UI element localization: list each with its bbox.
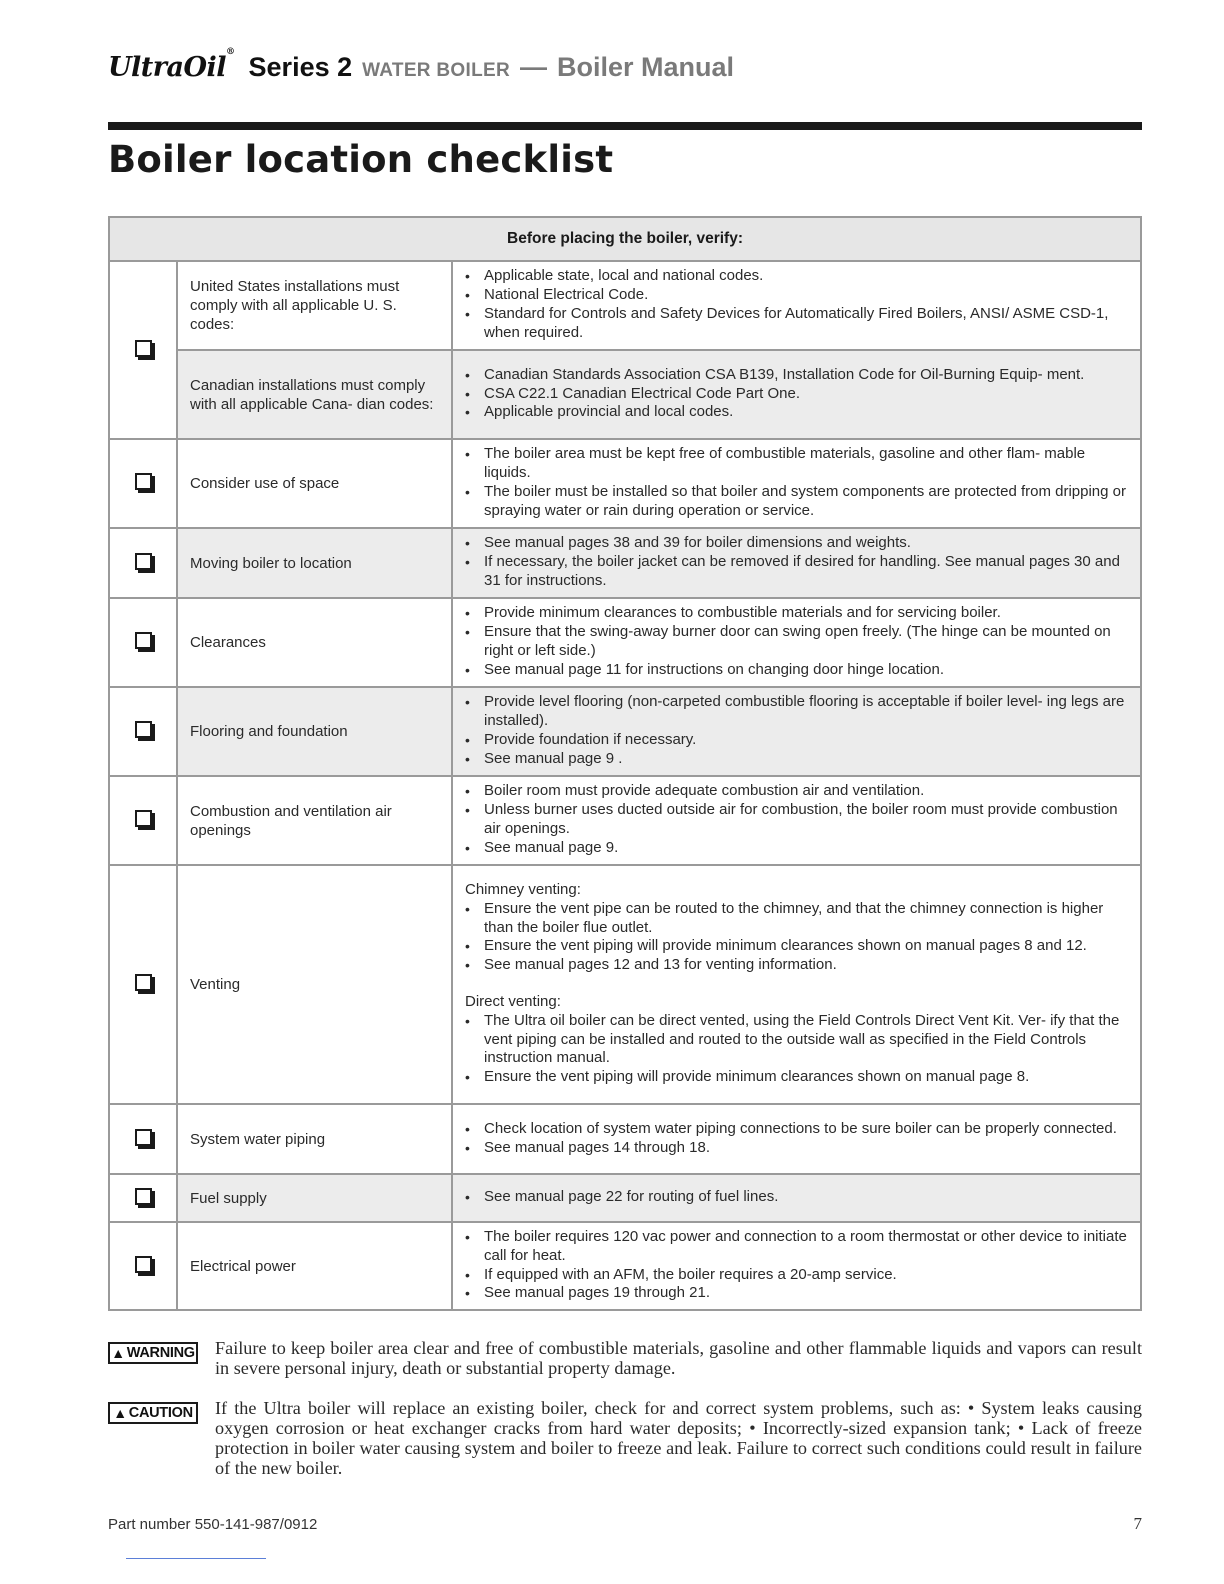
checkbox-venting[interactable] (135, 974, 152, 991)
checkbox-clearances[interactable] (135, 632, 152, 649)
row-details (452, 776, 1141, 865)
list-item: • The boiler must be installed so that boiler and system components are protected from dripping or spraying water or rain during operation or service. (484, 483, 1128, 521)
row-details (452, 1222, 1141, 1310)
warning-text: Failure to keep boiler area clear and free of combustible materials, gasoline and other flammable liquids and vapors can result in severe personal injury, death or substantial property damage. (215, 1338, 1142, 1378)
list-item: • Canadian Standards Association CSA B139, Installation Code for Oil-Burning Equip- ment. (484, 366, 1128, 385)
chimney-venting-heading: Chimney venting: (465, 881, 581, 899)
row-label: United States installations must comply with all applicable U. S. codes: (177, 261, 452, 350)
series-label: Series 2 (248, 52, 353, 82)
caution-text: If the Ultra boiler will replace an existing boiler, check for and correct system problems, such as: • System leaks causing oxygen corrosion or heat exchanger cracks from hard water deposits; • Incorrectly-sized expansion tank; • Lack of freeze protection in boiler water causing system and boiler to freeze and leak. Failure to correct such conditions could result in failure of the new boiler. (215, 1398, 1142, 1478)
row-label: Fuel supply (177, 1174, 452, 1222)
list-item: • Applicable provincial and local codes. (484, 403, 1128, 422)
checkbox-cell (109, 1222, 177, 1310)
checklist-table (108, 216, 1142, 1311)
checkbox-cell (109, 1104, 177, 1174)
list-item: • CSA C22.1 Canadian Electrical Code Part One. (484, 385, 1128, 404)
warning-notice (108, 1338, 1142, 1378)
checkbox-combustion-air[interactable] (135, 810, 152, 827)
list-item: • See manual page 22 for routing of fuel lines. (484, 1188, 1128, 1207)
list-item: • See manual page 9 . (484, 750, 1128, 769)
checkbox-moving-boiler[interactable] (135, 553, 152, 570)
row-details (452, 865, 1141, 1104)
header-dash: — (519, 52, 547, 82)
row-label: Consider use of space (177, 439, 452, 528)
row-details (452, 598, 1141, 687)
list-item: • Ensure the vent pipe can be routed to the chimney, and that the chimney connection is higher than the boiler flue outlet. (484, 900, 1128, 938)
list-item: • Ensure the vent piping will provide minimum clearances shown on manual page 8. (484, 1068, 1128, 1087)
checkbox-use-of-space[interactable] (135, 473, 152, 490)
checkbox-fuel-supply[interactable] (135, 1188, 152, 1205)
product-subtitle: WATER BOILER (362, 60, 510, 81)
ultraoil-logo: UltraOil® (108, 47, 235, 83)
checkbox-cell (109, 261, 177, 439)
checkbox-cell (109, 776, 177, 865)
list-item: • Ensure the vent piping will provide minimum clearances shown on manual pages 8 and 12. (484, 937, 1128, 956)
row-label: Clearances (177, 598, 452, 687)
page-title: Boiler location checklist (108, 138, 614, 181)
checkbox-cell (109, 865, 177, 1104)
row-label: Venting (177, 865, 452, 1104)
checkbox-cell (109, 439, 177, 528)
list-item: • See manual pages 12 and 13 for venting information. (484, 956, 1128, 975)
list-item: • The boiler area must be kept free of combustible materials, gasoline and other flam- mable liquids. (484, 445, 1128, 483)
warning-badge: ▲ WARNING (108, 1342, 198, 1364)
list-item: • See manual pages 38 and 39 for boiler dimensions and weights. (484, 534, 1128, 553)
row-label: Electrical power (177, 1222, 452, 1310)
row-details (452, 687, 1141, 776)
header-rule (108, 122, 1142, 130)
table-heading: Before placing the boiler, verify: (109, 217, 1141, 261)
list-item: • Unless burner uses ducted outside air for combustion, the boiler room must provide combustion air openings. (484, 801, 1128, 839)
row-label: Combustion and ventilation air openings (177, 776, 452, 865)
part-number: Part number 550-141-987/0912 (108, 1516, 318, 1533)
row-details (452, 1174, 1141, 1222)
checkbox-electrical-power[interactable] (135, 1256, 152, 1273)
list-item: • Standard for Controls and Safety Devices for Automatically Fired Boilers, ANSI/ ASME CSD-1, when required. (484, 305, 1128, 343)
list-item: • The boiler requires 120 vac power and connection to a room thermostat or other device to initiate call for heat. (484, 1228, 1128, 1266)
list-item: • If necessary, the boiler jacket can be removed if desired for handling. See manual pages 30 and 31 for instructions. (484, 553, 1128, 591)
manual-title: Boiler Manual (556, 52, 735, 82)
checkbox-cell (109, 598, 177, 687)
checkbox-codes[interactable] (135, 340, 152, 357)
warning-triangle-icon: ▲ (111, 1345, 125, 1361)
list-item: • See manual page 9. (484, 839, 1128, 858)
list-item: • See manual pages 14 through 18. (484, 1139, 1128, 1158)
direct-venting-heading: Direct venting: (465, 993, 561, 1010)
list-item: • Provide level flooring (non-carpeted combustible flooring is acceptable if boiler level- ing legs are installed). (484, 693, 1128, 731)
list-item: • If equipped with an AFM, the boiler requires a 20-amp service. (484, 1266, 1128, 1285)
row-details (452, 439, 1141, 528)
row-details (452, 350, 1141, 439)
row-details (452, 261, 1141, 350)
list-item: • Boiler room must provide adequate combustion air and ventilation. (484, 782, 1128, 801)
list-item: • See manual pages 19 through 21. (484, 1284, 1128, 1303)
list-item: • The Ultra oil boiler can be direct vented, using the Field Controls Direct Vent Kit. Ver- ify that the vent piping can be installed and routed to the outside wall as specified in the Field Controls instruction manual. (484, 1012, 1128, 1068)
list-item: • Provide foundation if necessary. (484, 731, 1128, 750)
list-item: • Provide minimum clearances to combustible materials and for servicing boiler. (484, 604, 1128, 623)
checkbox-cell (109, 687, 177, 776)
list-item: • Applicable state, local and national codes. (484, 267, 1128, 286)
list-item: • Check location of system water piping connections to be sure boiler can be properly connected. (484, 1120, 1128, 1139)
page-number: 7 (1133, 1514, 1142, 1533)
list-item: • Ensure that the swing-away burner door can swing open freely. (The hinge can be mounted on right or left side.) (484, 623, 1128, 661)
row-details (452, 528, 1141, 598)
footer-link-underline (126, 1558, 266, 1559)
row-label: Moving boiler to location (177, 528, 452, 598)
checkbox-cell (109, 528, 177, 598)
checkbox-water-piping[interactable] (135, 1129, 152, 1146)
list-item: • See manual page 11 for instructions on changing door hinge location. (484, 661, 1128, 680)
row-label: Canadian installations must comply with all applicable Cana- dian codes: (177, 350, 452, 439)
row-details (452, 1104, 1141, 1174)
caution-badge: ▲ CAUTION (108, 1402, 198, 1424)
page-header (108, 47, 1142, 96)
checkbox-flooring[interactable] (135, 721, 152, 738)
warning-triangle-icon: ▲ (113, 1405, 127, 1421)
caution-notice (108, 1398, 1142, 1478)
row-label: Flooring and foundation (177, 687, 452, 776)
list-item: • National Electrical Code. (484, 286, 1128, 305)
row-label: System water piping (177, 1104, 452, 1174)
checkbox-cell (109, 1174, 177, 1222)
